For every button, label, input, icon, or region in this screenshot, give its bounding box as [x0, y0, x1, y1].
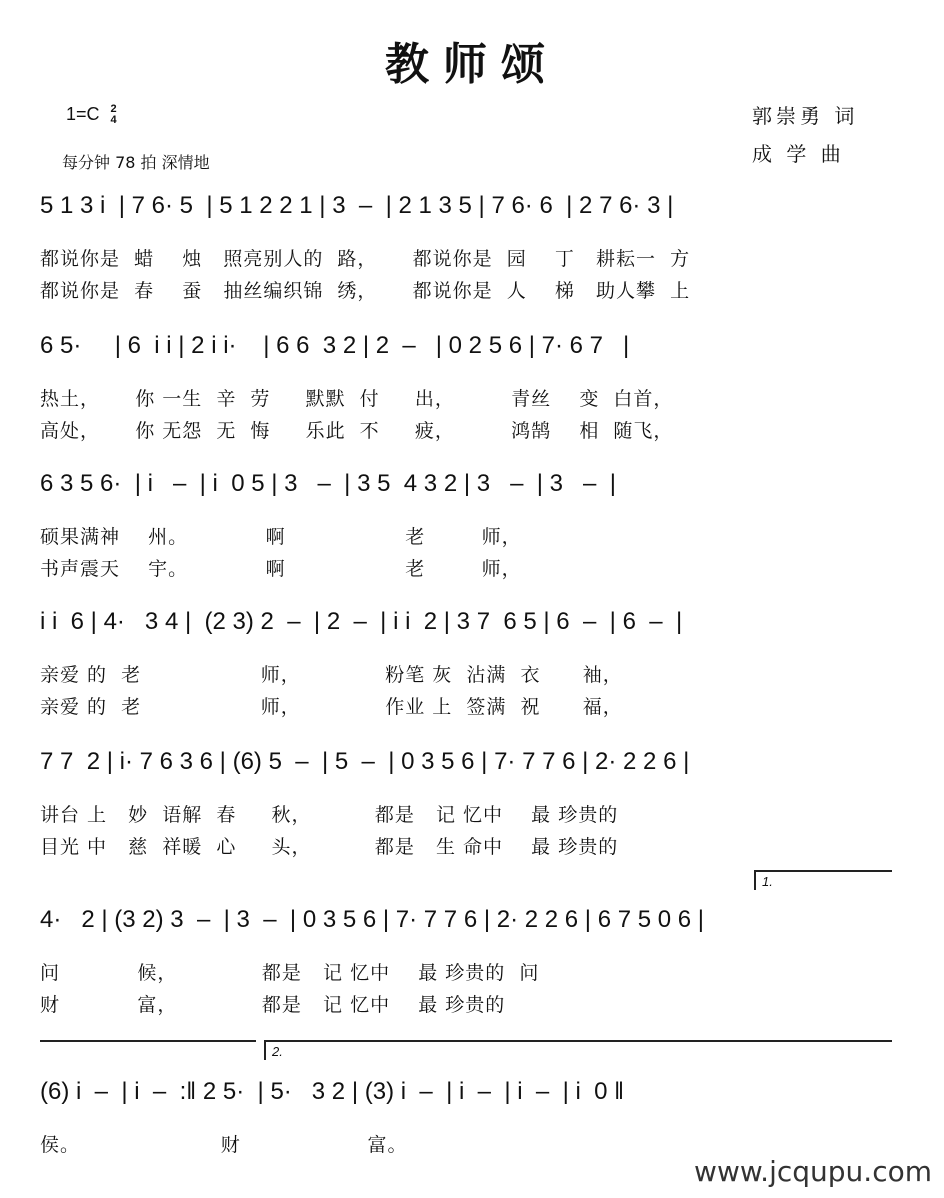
lyric-verse-2: 财 富， 都是 记 忆中 最 珍贵的	[40, 994, 506, 1016]
watermark-url: www.jcqupu.com	[694, 1155, 932, 1188]
notation-line: i i 6 | 4· 3 4 | (2 3) 2 – | 2 – | i i 2 | 3 7 6 5 | 6 – | 6 – |	[40, 608, 683, 635]
volta-label: 2.	[272, 1044, 283, 1059]
second-ending-bracket	[264, 1040, 892, 1060]
time-top: 2	[110, 103, 117, 116]
first-ending-bracket	[754, 870, 892, 890]
composer-credit: 成 学 曲	[752, 142, 845, 166]
lyric-verse-2: 高处， 你 无怨 无 悔 乐此 不 疲， 鸿鹄 相 随飞，	[40, 420, 674, 442]
key-signature	[66, 104, 117, 126]
lyric-verse-2: 都说你是 春 蚕 抽丝编织锦 绣， 都说你是 人 梯 助人攀 上	[40, 280, 691, 302]
lyric-verse-1: 侯。 财 富。	[40, 1134, 408, 1156]
lyric-verse-1: 问 候， 都是 记 忆中 最 珍贵的 问	[40, 962, 540, 984]
key-label: 1=C	[66, 104, 100, 124]
notation-line: 6 3 5 6· | i – | i 0 5 | 3 – | 3 5 4 3 2 | 3 – | 3 – |	[40, 470, 616, 497]
lyric-verse-1: 硕果满神 州。 啊 老 师，	[40, 526, 522, 548]
notation-line: 5 1 3 i | 7 6· 5 | 5 1 2 2 1 | 3 – | 2 1 3 5 | 7 6· 6 | 2 7 6· 3 |	[40, 192, 674, 219]
notation-line: 7 7 2 | i· 7 6 3 6 | (6) 5 – | 5 – | 0 3 5 6 | 7· 7 7 6 | 2· 2 2 6 |	[40, 748, 690, 775]
lyric-verse-1: 亲爱 的 老 师， 粉笔 灰 沾满 衣 袖，	[40, 664, 623, 686]
lyric-verse-2: 书声震天 宇。 啊 老 师，	[40, 558, 522, 580]
lyric-verse-1: 都说你是 蜡 烛 照亮别人的 路， 都说你是 园 丁 耕耘一 方	[40, 248, 691, 270]
notation-line: 4· 2 | (3 2) 3 – | 3 – | 0 3 5 6 | 7· 7 7 6 | 2· 2 2 6 | 6 7 5 0 6 |	[40, 906, 705, 933]
first-ending-continuation	[40, 1040, 256, 1060]
lyric-verse-1: 热土， 你 一生 辛 劳 默默 付 出， 青丝 变 白首，	[40, 388, 674, 410]
notation-line: (6) i – | i – :‖ 2 5· | 5· 3 2 | (3) i – | i – | i – | i 0 ‖	[40, 1078, 625, 1105]
time-bottom: 4	[110, 114, 117, 127]
lyricist-credit: 郭崇勇 词	[752, 104, 859, 128]
lyric-verse-2: 亲爱 的 老 师， 作业 上 签满 祝 福，	[40, 696, 623, 718]
song-title: 教师颂	[385, 39, 559, 90]
notation-line: 6 5· | 6 i i | 2 i i· | 6 6 3 2 | 2 – | 0 2 5 6 | 7· 6 7 |	[40, 332, 630, 359]
lyric-verse-2: 目光 中 慈 祥暖 心 头， 都是 生 命中 最 珍贵的	[40, 836, 619, 858]
lyric-verse-1: 讲台 上 妙 语解 春 秋， 都是 记 忆中 最 珍贵的	[40, 804, 619, 826]
volta-label: 1.	[762, 874, 773, 889]
time-signature	[111, 104, 117, 126]
tempo-marking: 每分钟 78 拍 深情地	[62, 153, 210, 172]
